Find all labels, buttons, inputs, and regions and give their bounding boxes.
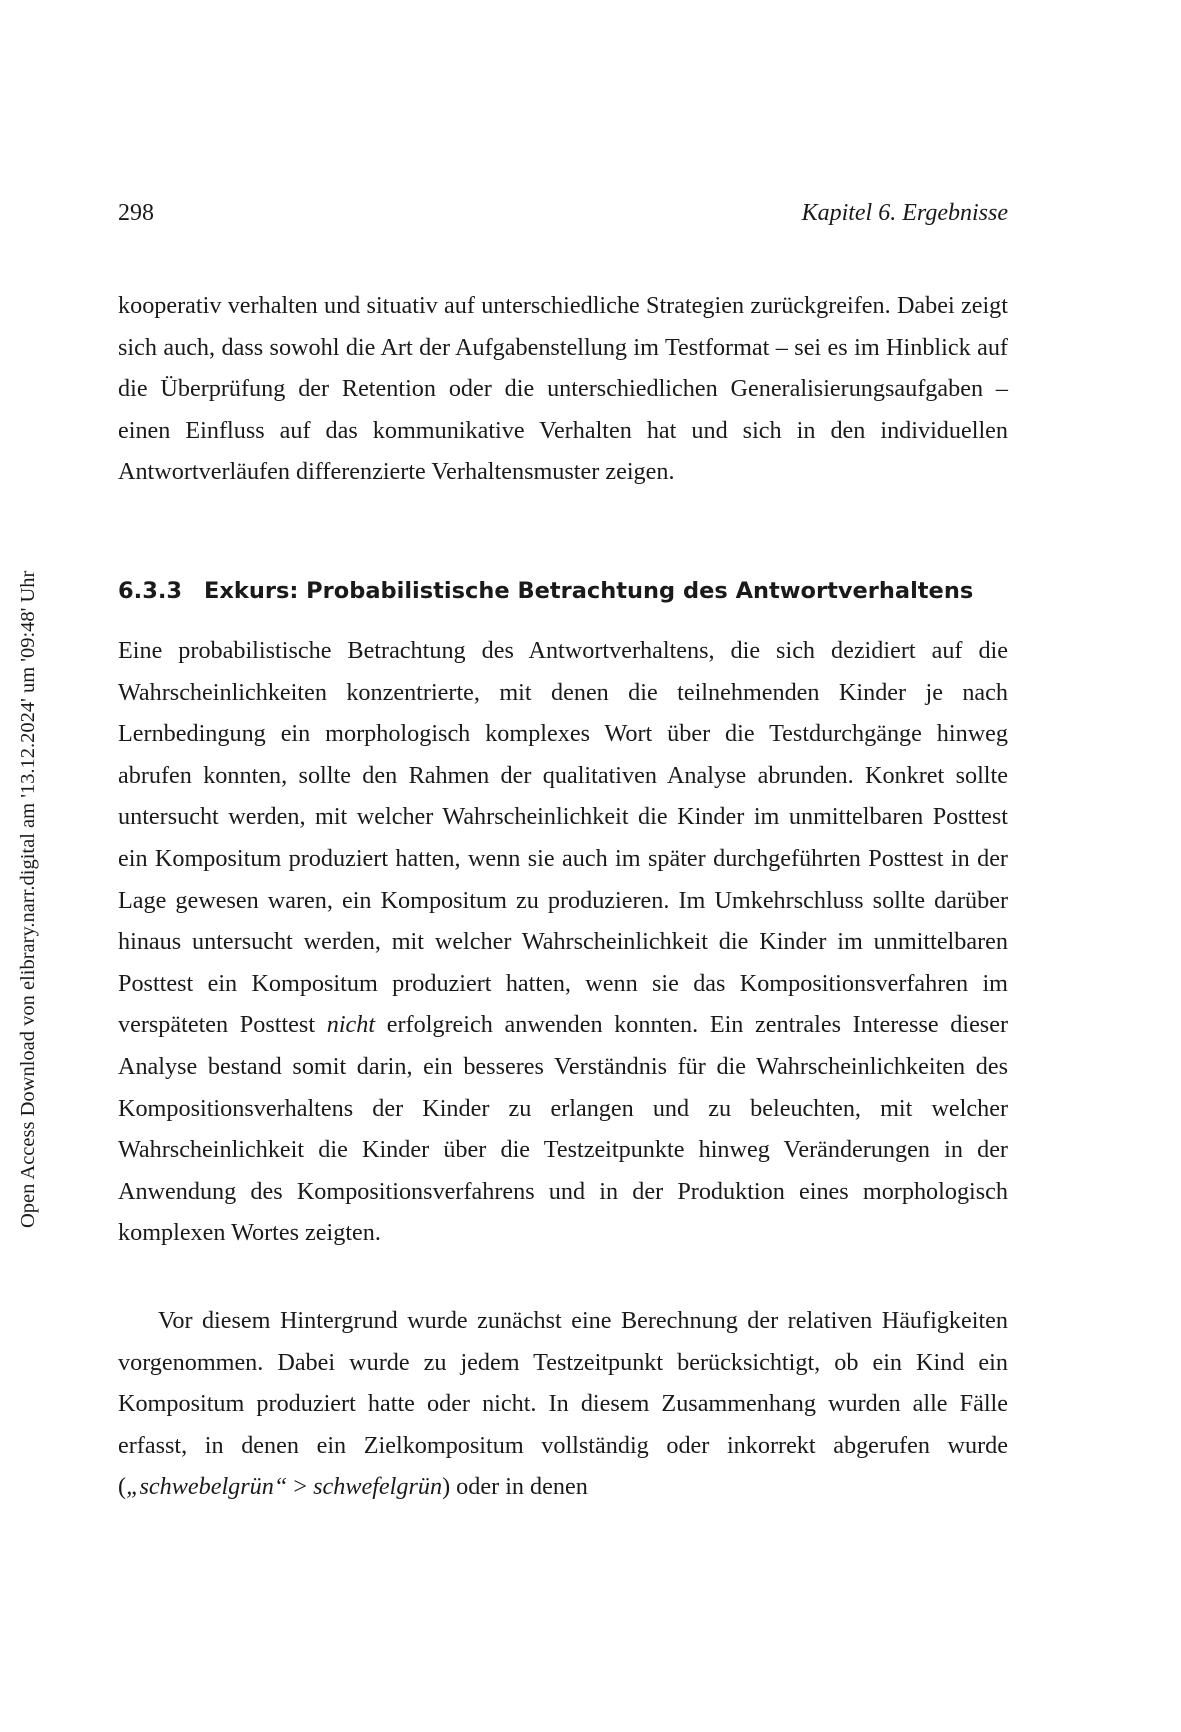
page-number: 298 bbox=[118, 200, 154, 226]
paragraph-3-text-b: ) oder in denen bbox=[442, 1473, 588, 1501]
running-head bbox=[118, 196, 1008, 230]
paragraph-3-text-a: Vor diesem Hintergrund wurde zunächst eine Berechnung der relativen Häufigkeiten vorgenommen. Dabei wurde zu jedem Testzeitpunkt berücksichtigt, ob ein Kind ein Kompositum produziert hatte oder nicht. In diesem Zusammenhang wurden alle Fälle erfasst, in denen ein Zielkompositum vollständig oder inkorrekt abgerufen wurde ( bbox=[118, 1307, 1008, 1501]
download-watermark: Open Access Download von elibrary.narr.digital am '13.12.2024' um '09:48' Uhr bbox=[17, 570, 39, 1228]
example-target-word: schwefelgrün bbox=[313, 1473, 443, 1501]
section-number: 6.3.3 bbox=[118, 578, 183, 604]
paragraph-2-text-a: Eine probabilistische Betrachtung des Antwortverhaltens, die sich dezidiert auf die Wahrscheinlichkeiten konzentrierte, mit denen die teilnehmenden Kinder je nach Lernbedingung ein morphologisch komplexes Wort über die Testdurchgänge hinweg abrufen konnten, sollte den Rahmen der qualitativen Analyse abrunden. Konkret sollte untersucht werden, mit welcher Wahrscheinlichkeit die Kinder im unmittelbaren Posttest ein Kompositum produziert hatten, wenn sie auch im später durchgeführten Posttest in der Lage gewesen waren, ein Kompositum zu produzieren. Im Umkehrschluss sollte darüber hinaus untersucht werden, mit welcher Wahrscheinlichkeit die Kinder im unmittelbaren Posttest ein Kompositum produziert hatten, wenn sie das Kompositionsverfahren im verspäteten Posttest bbox=[118, 637, 1008, 1039]
chapter-title: Kapitel 6. Ergebnisse bbox=[801, 200, 1008, 226]
section-heading bbox=[118, 574, 1008, 608]
section-title: Exkurs: Probabilistische Betrachtung des Antwortverhaltens bbox=[204, 578, 974, 604]
paragraph-1: kooperativ verhalten und situativ auf unterschiedliche Strategien zurückgreifen. Dabei zeigt sich auch, dass sowohl die Art der Aufgabenstellung im Testformat – sei es im Hinblick auf die Überprüfung der Retention oder die unterschiedlichen Generalisierungsaufgaben – einen Einfluss auf das kommunikative Verhalten hat und sich in den individuellen Antwortverläufen differenzierte Verhaltensmuster zeigen. bbox=[118, 292, 1008, 486]
page bbox=[118, 0, 1008, 1732]
paragraph-2-text-b: erfolgreich anwenden konnten. Ein zentrales Interesse dieser Analyse bestand somit darin, ein besseres Verständnis für die Wahrscheinlichkeiten des Kompositionsverhaltens der Kinder zu erlangen und zu beleuchten, mit welcher Wahrscheinlichkeit die Kinder über die Testzeitpunkte hinweg Veränderungen in der Anwendung des Kompositionsverfahrens und in der Produktion eines morphologisch komplexen Wortes zeigten. bbox=[118, 1011, 1009, 1247]
paragraph-2 bbox=[118, 630, 1008, 1254]
paragraph-3 bbox=[118, 1300, 1008, 1508]
example-produced-word: „schwebelgrün“ bbox=[126, 1473, 288, 1501]
emphasis-nicht: nicht bbox=[326, 1011, 376, 1039]
example-connector: > bbox=[287, 1473, 314, 1501]
